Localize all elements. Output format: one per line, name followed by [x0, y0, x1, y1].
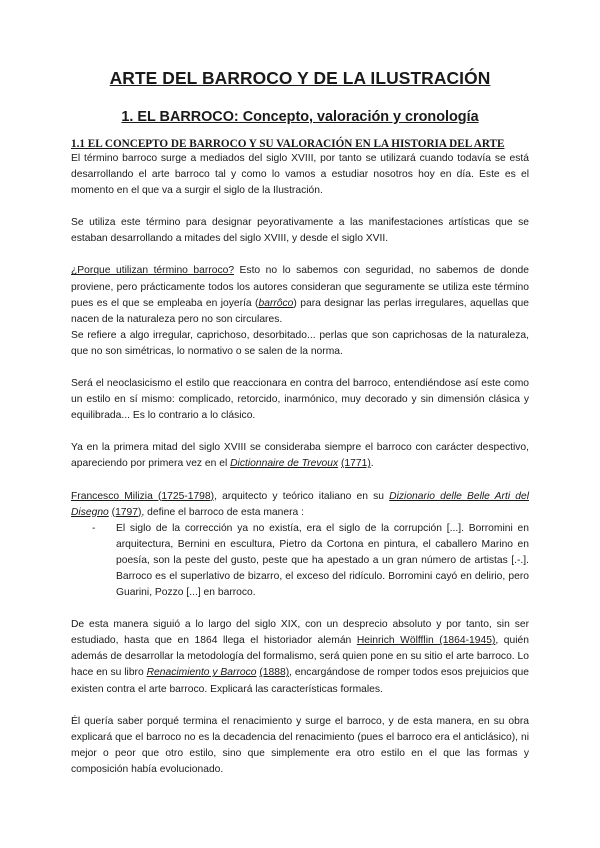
- quote-block: [71, 521, 529, 601]
- text-segment: ) para designar las perlas irregulares, aquellas que nacen de la naturaleza pero no son circulares.: [71, 297, 529, 325]
- text-segment: .: [370, 458, 374, 470]
- paragraph-irregular: Se refiere a algo irregular, caprichoso, desorbitado... perlas que son caprichosas de la naturaleza, que no son simétricas, lo normativo o se salen de la norma.: [71, 329, 529, 357]
- text-segment: Esto no lo sabemos con seguridad, no sabemos de donde proviene, pero prácticamente todos los autores consideran que seguramente se utiliza este término pues es el que se empleaba en joyería (: [71, 265, 529, 309]
- text-segment: Ya en la primera mitad del siglo XVIII se consideraba siempre el barroco con carácter despectivo, apareciendo por primera vez en el: [71, 442, 529, 470]
- text-segment: , quién además de desarrollar la metodología del formalismo, será quien pone en su sitio el arte barroco. Lo hace en su libro: [71, 635, 529, 679]
- paragraph-trevoux: [71, 440, 529, 472]
- text-segment: , arquitecto y teórico italiano en su: [214, 490, 390, 502]
- question-heading: ¿Porque utilizan término barroco?: [71, 265, 235, 277]
- work-title: Dizionario delle Belle Arti del Disegno: [71, 490, 529, 518]
- paragraph-etymology: [71, 263, 529, 327]
- work-title: Dictionnaire de Trevoux: [230, 458, 339, 470]
- paragraph-origin: El término barroco surge a mediados del siglo XVIII, por tanto se utilizará cuando todavía se está desarrollando el arte barroco tal y como lo vamos a estudiar nosotros hoy en día. Este es el momento en el que va a surgir el siglo de la Ilustración.: [71, 153, 529, 197]
- work-year: (1888): [259, 667, 290, 679]
- paragraph-neoclassicism: Será el neoclasicismo el estilo que reaccionara en contra del barroco, entendiéndose así este como un estilo en sí mismo: complicado, retorcido, inarmónico, muy decorado y sin dimensión clásica y equilibrada... Es lo contrario a lo clásico.: [71, 378, 529, 422]
- text-segment: , encargándose de romper todos esos prejuicios que existen contra el arte barroco. Explicará las características formales.: [71, 667, 529, 695]
- work-title: Renacimiento y Barroco: [146, 667, 257, 679]
- bullet-dash: -: [92, 522, 96, 534]
- term-barroco: barrôco: [258, 297, 294, 309]
- paragraph-conclusion: Él quería saber porqué termina el renacimiento y surge el barroco, y de esta manera, en su obra explicará que el barroco no es la decadencia del renacimiento (pues el barroco era el anticlásico), ni mejor o peor que otro estilo, sino que simplemente era otro estilo en el que las formas y composición había evolucionado.: [71, 715, 529, 775]
- paragraph-wolfflin: [71, 617, 529, 697]
- text-segment: , define el barroco de esta manera :: [141, 506, 304, 518]
- paragraph-milizia: [71, 489, 529, 521]
- paragraph-pejorative: Se utiliza este término para designar peyorativamente a las manifestaciones artísticas que se estaban desarrollando a mitades del siglo XVIII, y desde el siglo XVII.: [71, 217, 529, 245]
- work-year: (1797): [111, 506, 142, 518]
- author-name: Francesco Milizia (1725-1798): [71, 490, 215, 502]
- author-name: Heinrich Wölfflin (1864-1945): [356, 635, 496, 647]
- document-title: ARTE DEL BARROCO Y DE LA ILUSTRACIÓN: [109, 68, 491, 88]
- section-title: 1. EL BARROCO: Concepto, valoración y cronología: [121, 109, 479, 125]
- text-segment: De esta manera siguió a lo largo del siglo XIX, con un desprecio absoluto y por tanto, sin ser estudiado, hasta que en 1864 llega el historiador alemán: [71, 619, 529, 647]
- subsection-title: 1.1 EL CONCEPTO DE BARROCO Y SU VALORACIÓN EN LA HISTORIA DEL ARTE: [71, 138, 505, 150]
- work-year: (1771): [340, 458, 371, 470]
- quote-text: El siglo de la corrección ya no existía, era el siglo de la corrupción [...]. Borromini en arquitectura, Bernini en escultura, Pietro da Cortona en pintura, el caballero Marino en poesía, son la peste del gusto, peste que ha apestado a un gran número de artistas [.-.]. Barroco es el superlativo de bizarro, el exceso del ridículo. Borromini cayó en delirio, pero Guarini, Pozzo [...] en barroco.: [116, 522, 529, 599]
